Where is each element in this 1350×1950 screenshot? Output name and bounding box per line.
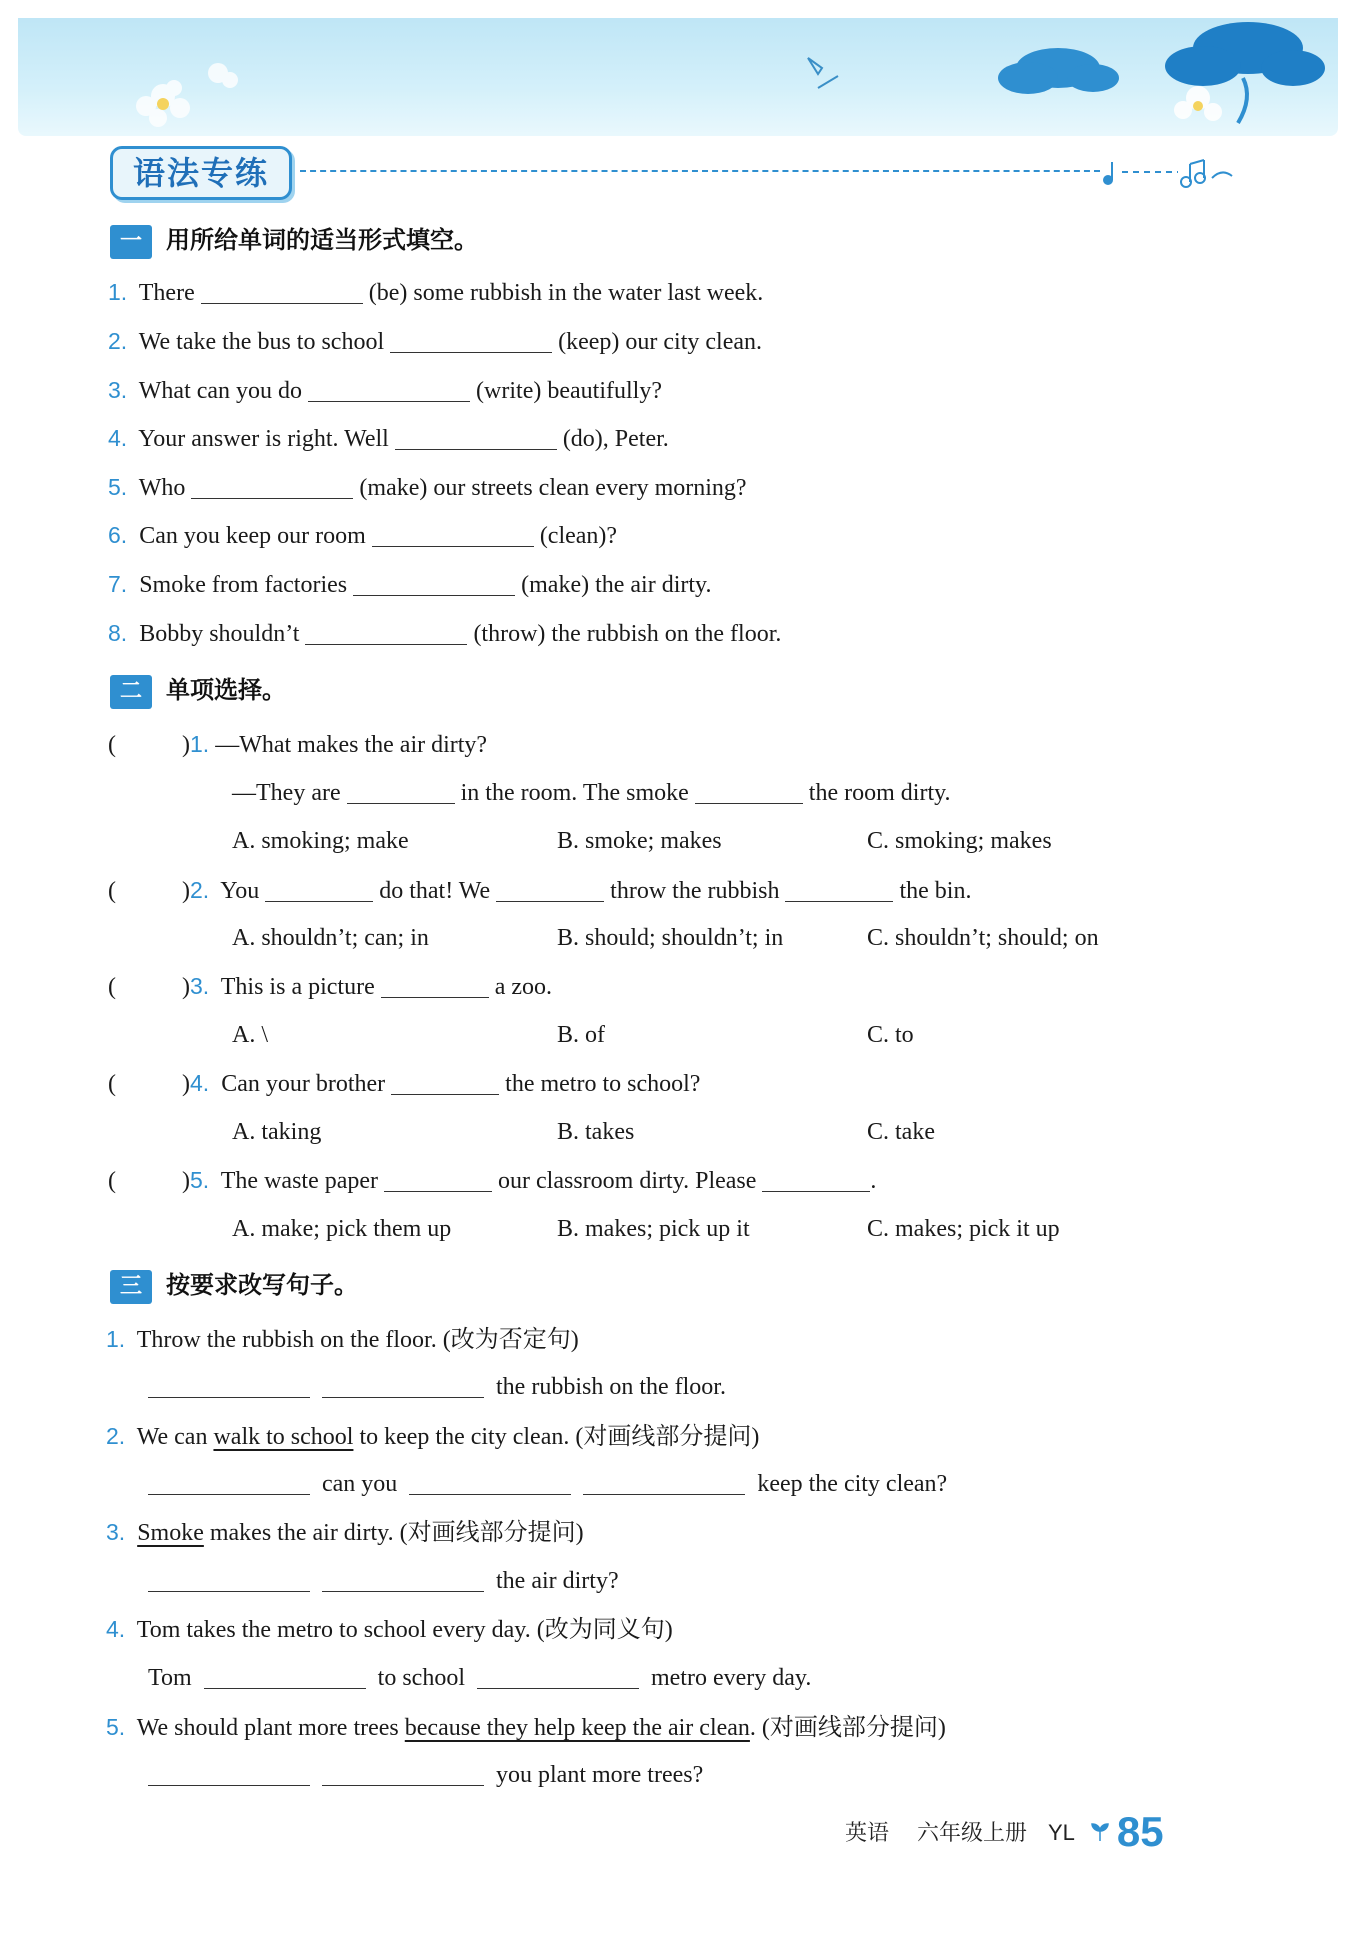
part3-s3-answer: [148, 1564, 619, 1598]
part1-item-4: [108, 421, 669, 456]
part3-s1: [106, 1322, 579, 1357]
answer-blank[interactable]: [148, 1565, 310, 1592]
footer-subject: 英语: [845, 1821, 890, 1846]
part1-item-8: [108, 616, 781, 651]
section-title-tag: [110, 146, 292, 200]
part3-heading: [110, 1265, 358, 1303]
answer-blank[interactable]: [785, 875, 893, 902]
question-text: our classroom dirty. Please: [498, 1168, 757, 1194]
item-text: (be) some rubbish in the water last week.: [368, 280, 764, 306]
answer-blank[interactable]: [372, 520, 534, 547]
answer-blank[interactable]: [265, 875, 373, 902]
part3-title: 按要求改写句子。: [166, 1271, 358, 1299]
footer-grade: 六年级上册: [917, 1821, 1028, 1846]
part3-number: 三: [110, 1270, 152, 1304]
item-text: (make) the air dirty.: [521, 572, 712, 598]
answer-blank[interactable]: [496, 875, 604, 902]
answer-blank[interactable]: [409, 1468, 571, 1495]
item-number: 5.: [108, 474, 128, 500]
item-number: 7.: [108, 571, 128, 597]
question-text: the bin.: [899, 878, 972, 904]
cloud-icon: [998, 48, 1119, 94]
answer-text: metro every day.: [650, 1665, 812, 1691]
answer-blank[interactable]: [322, 1371, 484, 1398]
answer-blank[interactable]: [308, 375, 470, 402]
answer-blank[interactable]: [353, 569, 515, 596]
question-text: The waste paper: [220, 1168, 379, 1194]
answer-paren-close: ): [182, 1071, 190, 1097]
question-text: do that! We: [379, 878, 491, 904]
question-text: in the room. The smoke: [460, 780, 689, 806]
answer-text: keep the city clean?: [757, 1471, 948, 1497]
item-text: We should plant more trees: [136, 1715, 399, 1741]
cloud-icon: [1165, 22, 1325, 86]
answer-blank[interactable]: [148, 1468, 310, 1495]
header-banner: [18, 18, 1338, 136]
part1-item-5: [108, 470, 747, 505]
part1-item-2: [108, 324, 762, 359]
option-b[interactable]: B. takes: [557, 1119, 635, 1145]
dragonfly-icon: [808, 58, 838, 88]
answer-blank[interactable]: [583, 1468, 745, 1495]
part3-s5-answer: [148, 1758, 703, 1792]
answer-blank[interactable]: [391, 1068, 499, 1095]
question-text: .: [870, 1168, 877, 1194]
question-text: You: [220, 878, 260, 904]
question-text: a zoo.: [494, 974, 553, 1000]
answer-blank[interactable]: [204, 1662, 366, 1689]
item-text: to keep the city clean. (对画线部分提问): [359, 1424, 760, 1450]
item-text: (make) our streets clean every morning?: [359, 475, 747, 501]
question-text: —What makes the air dirty?: [215, 732, 488, 758]
question-text: Can your brother: [221, 1071, 386, 1097]
item-number: 1.: [108, 279, 128, 305]
option-a[interactable]: A. shouldn’t; can; in: [232, 925, 429, 951]
part3-s3: [106, 1515, 584, 1550]
music-notes-icon: [1100, 154, 1240, 190]
part3-s2: [106, 1419, 759, 1454]
question-text: —They are: [232, 780, 341, 806]
answer-blank[interactable]: [322, 1565, 484, 1592]
part2-heading: [110, 670, 286, 708]
item-text: (write) beautifully?: [476, 378, 662, 404]
item-text: . (对画线部分提问): [749, 1715, 946, 1741]
part3-s4-answer: [148, 1661, 811, 1695]
answer-blank[interactable]: [395, 423, 557, 450]
underlined-text: walk to school: [213, 1424, 354, 1450]
question-text: throw the rubbish: [610, 878, 780, 904]
banner-decoration: [18, 18, 1338, 136]
answer-paren-open[interactable]: (: [108, 1168, 116, 1194]
item-text: What can you do: [138, 378, 303, 404]
option-b[interactable]: B. should; shouldn’t; in: [557, 925, 784, 951]
dashed-divider: [300, 170, 1100, 172]
page-footer: [845, 1808, 1164, 1856]
item-text: (do), Peter.: [562, 426, 669, 452]
answer-paren-open[interactable]: (: [108, 732, 116, 758]
item-text: (clean)?: [539, 523, 618, 549]
item-number: 4.: [108, 425, 128, 451]
option-b[interactable]: B. makes; pick up it: [557, 1216, 750, 1242]
question-number: 3.: [190, 973, 210, 999]
part1-heading: [110, 220, 478, 258]
answer-paren-open[interactable]: (: [108, 878, 116, 904]
part3-s1-answer: [148, 1370, 726, 1404]
answer-blank[interactable]: [148, 1371, 310, 1398]
item-number: 5.: [106, 1714, 126, 1740]
part1-item-7: [108, 567, 711, 602]
part3-s4: [106, 1612, 673, 1647]
option-a[interactable]: A. make; pick them up: [232, 1216, 452, 1242]
item-text: Smoke from factories: [139, 572, 348, 598]
part2-q4: [108, 1066, 700, 1101]
item-text: We can: [136, 1424, 208, 1450]
question-number: 4.: [190, 1070, 210, 1096]
answer-text: Tom: [148, 1665, 192, 1691]
item-number: 2.: [108, 328, 128, 354]
part2-q5: [108, 1163, 876, 1198]
question-text: This is a picture: [220, 974, 375, 1000]
answer-blank[interactable]: [695, 777, 803, 804]
part2-number: 二: [110, 675, 152, 709]
answer-text: the air dirty?: [496, 1568, 619, 1594]
option-a[interactable]: A. \: [232, 1022, 268, 1048]
part1-item-3: [108, 373, 662, 408]
question-text: the room dirty.: [808, 780, 951, 806]
part2-q1: [108, 727, 487, 762]
part1-item-6: [108, 518, 617, 553]
part1-number: 一: [110, 225, 152, 259]
answer-blank[interactable]: [148, 1759, 310, 1786]
underlined-text: because they help keep the air clean: [404, 1715, 750, 1741]
option-b[interactable]: B. of: [557, 1022, 605, 1048]
option-c[interactable]: C. makes; pick it up: [867, 1216, 1060, 1242]
answer-text: can you: [322, 1471, 398, 1497]
item-text: makes the air dirty. (对画线部分提问): [209, 1520, 584, 1546]
item-text: Throw the rubbish on the floor. (改为否定句): [136, 1327, 579, 1353]
item-text: (keep) our city clean.: [558, 329, 763, 355]
answer-blank[interactable]: [305, 618, 467, 645]
item-text: (throw) the rubbish on the floor.: [473, 621, 782, 647]
answer-blank[interactable]: [191, 472, 353, 499]
option-b[interactable]: B. smoke; makes: [557, 828, 722, 854]
part3-s2-answer: [148, 1467, 947, 1501]
part1-item-1: [108, 275, 763, 310]
part2-q2: [108, 873, 971, 908]
answer-text: you plant more trees?: [496, 1762, 704, 1788]
question-number: 5.: [190, 1167, 210, 1193]
item-number: 4.: [106, 1616, 126, 1642]
option-a[interactable]: A. taking: [232, 1119, 322, 1145]
item-text: Who: [138, 475, 186, 501]
item-text: Tom takes the metro to school every day. (改为同义句): [136, 1617, 673, 1643]
page-number: 85: [1116, 1808, 1164, 1855]
item-number: 2.: [106, 1423, 126, 1449]
item-text: Bobby shouldn’t: [139, 621, 300, 647]
answer-blank[interactable]: [390, 326, 552, 353]
answer-paren-close: ): [182, 878, 190, 904]
item-text: There: [138, 280, 195, 306]
answer-text: the rubbish on the floor.: [496, 1374, 726, 1400]
answer-paren-close: ): [182, 732, 190, 758]
section-title: 语法专练: [132, 154, 269, 192]
part2-q1-line2: [232, 776, 951, 810]
part2-q3: [108, 969, 552, 1004]
answer-blank[interactable]: [762, 1165, 870, 1192]
question-text: the metro to school?: [505, 1071, 701, 1097]
question-number: 2.: [190, 877, 210, 903]
answer-blank[interactable]: [384, 1165, 492, 1192]
option-a[interactable]: A. smoking; make: [232, 828, 409, 854]
answer-paren-close: ): [182, 974, 190, 1000]
part3-s5: [106, 1710, 946, 1745]
item-text: Can you keep our room: [139, 523, 366, 549]
question-number: 1.: [190, 731, 210, 757]
answer-blank[interactable]: [381, 971, 489, 998]
item-number: 1.: [106, 1326, 126, 1352]
item-number: 8.: [108, 620, 128, 646]
answer-blank[interactable]: [322, 1759, 484, 1786]
option-c[interactable]: C. shouldn’t; should; on: [867, 925, 1099, 951]
answer-text: to school: [377, 1665, 465, 1691]
option-c[interactable]: C. take: [867, 1119, 935, 1145]
answer-paren-open[interactable]: (: [108, 1071, 116, 1097]
option-c[interactable]: C. to: [867, 1022, 914, 1048]
part2-title: 单项选择。: [166, 676, 286, 704]
footer-edition: YL: [1048, 1820, 1075, 1845]
item-number: 6.: [108, 522, 128, 548]
item-number: 3.: [106, 1519, 126, 1545]
part1-title: 用所给单词的适当形式填空。: [166, 226, 478, 254]
answer-paren-close: ): [182, 1168, 190, 1194]
answer-blank[interactable]: [201, 277, 363, 304]
answer-paren-open[interactable]: (: [108, 974, 116, 1000]
item-text: Your answer is right. Well: [138, 426, 389, 452]
item-text: We take the bus to school: [138, 329, 385, 355]
sprout-icon: [1089, 1821, 1111, 1843]
option-c[interactable]: C. smoking; makes: [867, 828, 1052, 854]
item-number: 3.: [108, 377, 128, 403]
answer-blank[interactable]: [347, 777, 455, 804]
underlined-text: Smoke: [137, 1520, 204, 1546]
answer-blank[interactable]: [477, 1662, 639, 1689]
